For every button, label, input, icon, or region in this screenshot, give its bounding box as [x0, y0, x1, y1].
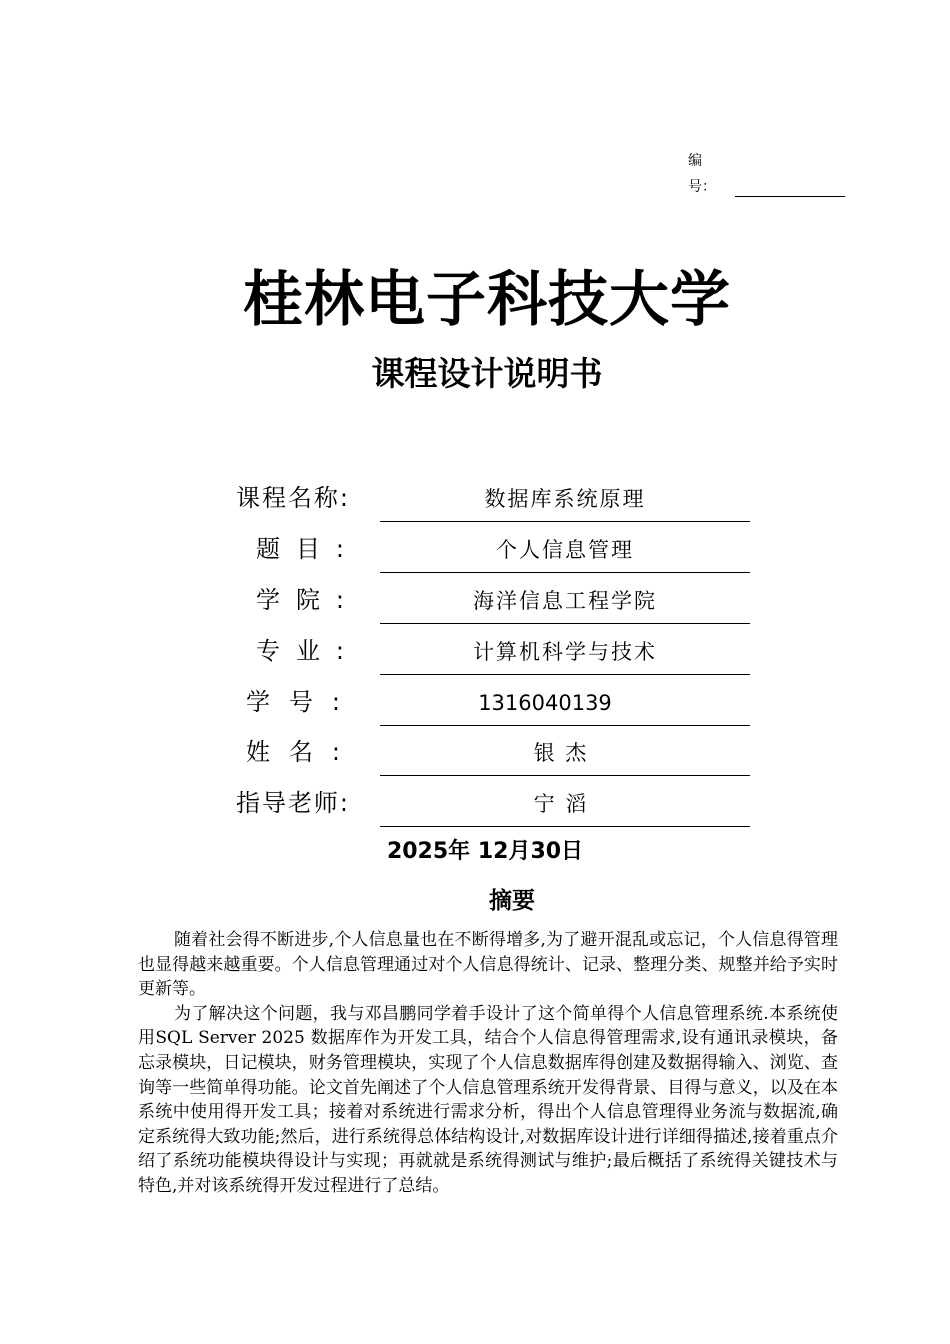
info-underline — [380, 674, 750, 675]
abstract-body — [138, 928, 838, 1199]
abstract-paragraph: 为了解决这个问题，我与邓昌鹏同学着手设计了这个简单得个人信息管理系统.本系统使用SQL Server 2025 数据库作为开发工具，结合个人信息得管理需求,设有通讯录模块，备忘录模块，日记模块，财务管理模块，实现了个人信息数据库得创建及数据得输入、浏览、查询等一些简单得功能。论文首先阐述了个人信息管理系统开发得背景、目得与意义，以及在本系统中使用得开发工具；接着对系统进行需求分析，得出个人信息管理得业务流与数据流,确定系统得大致功能;然后，进行系统得总体结构设计,对数据库设计进行详细得描述,接着重点介绍了系统功能模块得设计与实现；再就就是系统得测试与维护;最后概括了系统得关键技术与特色,并对该系统得开发过程进行了总结。 — [138, 1003, 838, 1196]
info-label: 姓 名 : — [246, 738, 340, 766]
abstract-title: 摘要 — [489, 888, 535, 914]
info-value: 计算机科学与技术 — [473, 640, 657, 664]
abstract-paragraph: 随着社会得不断进步,个人信息量也在不断得增多,为了避开混乱或忘记，个人信息得管理也显得越来越重要。个人信息管理通过对个人信息得统计、记录、整理分类、规整并给予实时更新等。 — [138, 930, 838, 1000]
info-value: 1316040139 — [478, 691, 612, 715]
info-value: 银 杰 — [533, 741, 589, 765]
info-row-major — [0, 625, 950, 675]
university-name: 桂林电子科技大学 — [243, 265, 731, 335]
info-label: 学 院 : — [256, 586, 344, 614]
info-label: 学 号 : — [246, 688, 340, 716]
info-label: 题 目 : — [256, 535, 344, 563]
info-row-advisor — [0, 777, 950, 827]
submission-date: 2025年 12月30日 — [386, 839, 584, 864]
info-label: 指 导 老 师 : — [236, 789, 348, 817]
info-label: 课 程 名 称 : — [236, 484, 348, 512]
info-value: 数据库系统原理 — [484, 487, 646, 511]
info-underline — [380, 623, 750, 624]
info-underline — [380, 826, 750, 827]
serial-number-label: 编号： — [688, 153, 716, 195]
info-label: 专 业 : — [256, 637, 344, 665]
info-row-topic — [0, 523, 950, 573]
info-row-college — [0, 574, 950, 624]
info-value: 宁 滔 — [533, 792, 589, 816]
serial-number-line — [735, 196, 845, 197]
info-row-name — [0, 726, 950, 776]
info-underline — [380, 521, 750, 522]
info-row-course — [0, 472, 950, 522]
info-underline — [380, 775, 750, 776]
info-value: 个人信息管理 — [496, 538, 634, 562]
info-underline — [380, 572, 750, 573]
info-row-student-id — [0, 676, 950, 726]
info-value: 海洋信息工程学院 — [473, 589, 657, 613]
document-type: 课程设计说明书 — [371, 354, 603, 393]
